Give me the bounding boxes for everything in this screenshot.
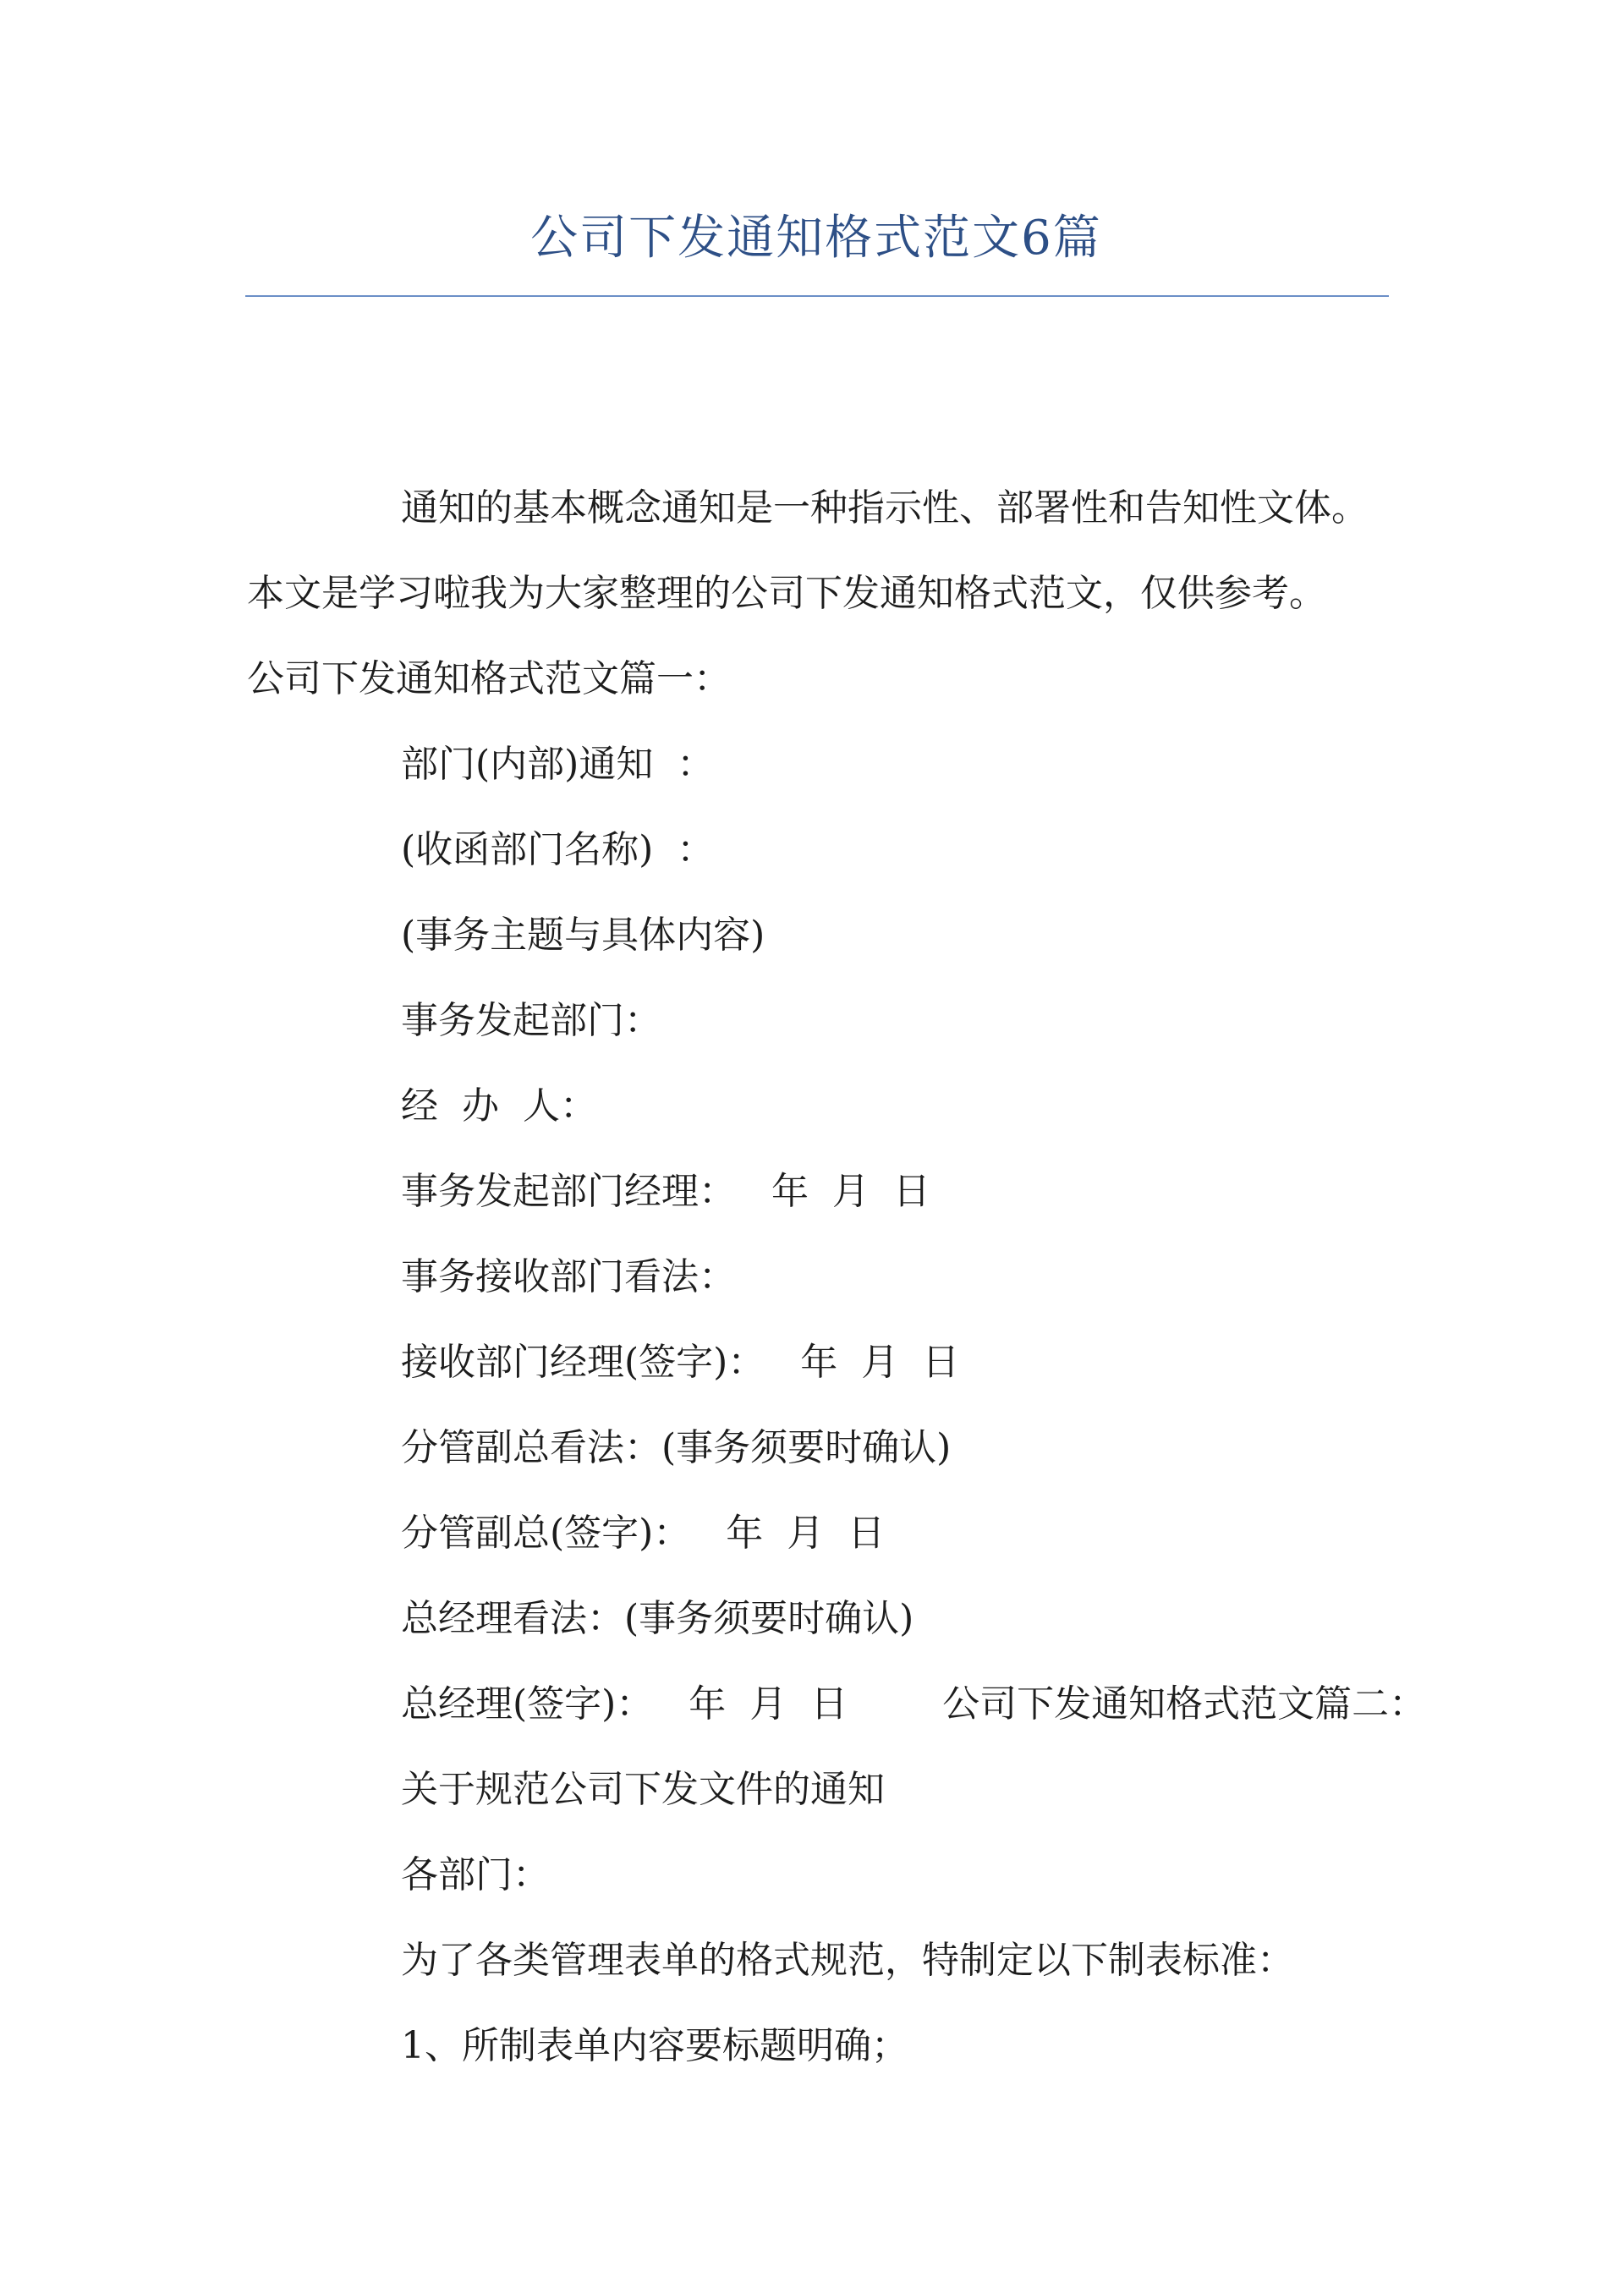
- notice-line: 经 办 人：: [401, 1084, 597, 1128]
- notice-line: 事务发起部门：: [401, 999, 661, 1042]
- notice-line: 1、所制表单内容要标题明确；: [401, 2024, 908, 2067]
- notice-line: 事务发起部门经理： 年 月 日: [401, 1170, 930, 1213]
- notice-line: 分管副总看法：(事务须要时确认): [401, 1426, 952, 1469]
- notice-line: (收函部门名称) ：: [401, 828, 715, 871]
- section-heading-1: 公司下发通知格式范文篇一：: [247, 657, 731, 700]
- notice-line: 接收部门经理(签字)： 年 月 日: [401, 1341, 960, 1384]
- notice-line: 各部门：: [401, 1853, 550, 1896]
- notice-line-with-section-heading-2: 总经理(签字)： 年 月 日 公司下发通知格式范文篇二：: [401, 1682, 1427, 1726]
- intro-paragraph-line-1: 通知的基本概念通知是一种指示性、部署性和告知性文体。: [401, 486, 1369, 530]
- notice-line: 关于规范公司下发文件的通知: [401, 1768, 885, 1811]
- notice-line: 为了各类管理表单的格式规范，特制定以下制表标准：: [401, 1939, 1294, 1982]
- title-divider: [245, 295, 1389, 297]
- notice-line: 部门(内部)通知 ：: [401, 743, 715, 786]
- page-title: 公司下发通知格式范文6篇: [530, 211, 1102, 266]
- intro-paragraph-line-2: 本文是学习啦我为大家整理的公司下发通知格式范文，仅供参考。: [247, 572, 1326, 615]
- notice-line: 事务接收部门看法：: [401, 1255, 736, 1298]
- notice-line: 分管副总(签字)： 年 月 日: [401, 1512, 886, 1555]
- notice-line: (事务主题与具体内容): [401, 914, 765, 957]
- notice-line: 总经理看法：(事务须要时确认): [401, 1597, 914, 1640]
